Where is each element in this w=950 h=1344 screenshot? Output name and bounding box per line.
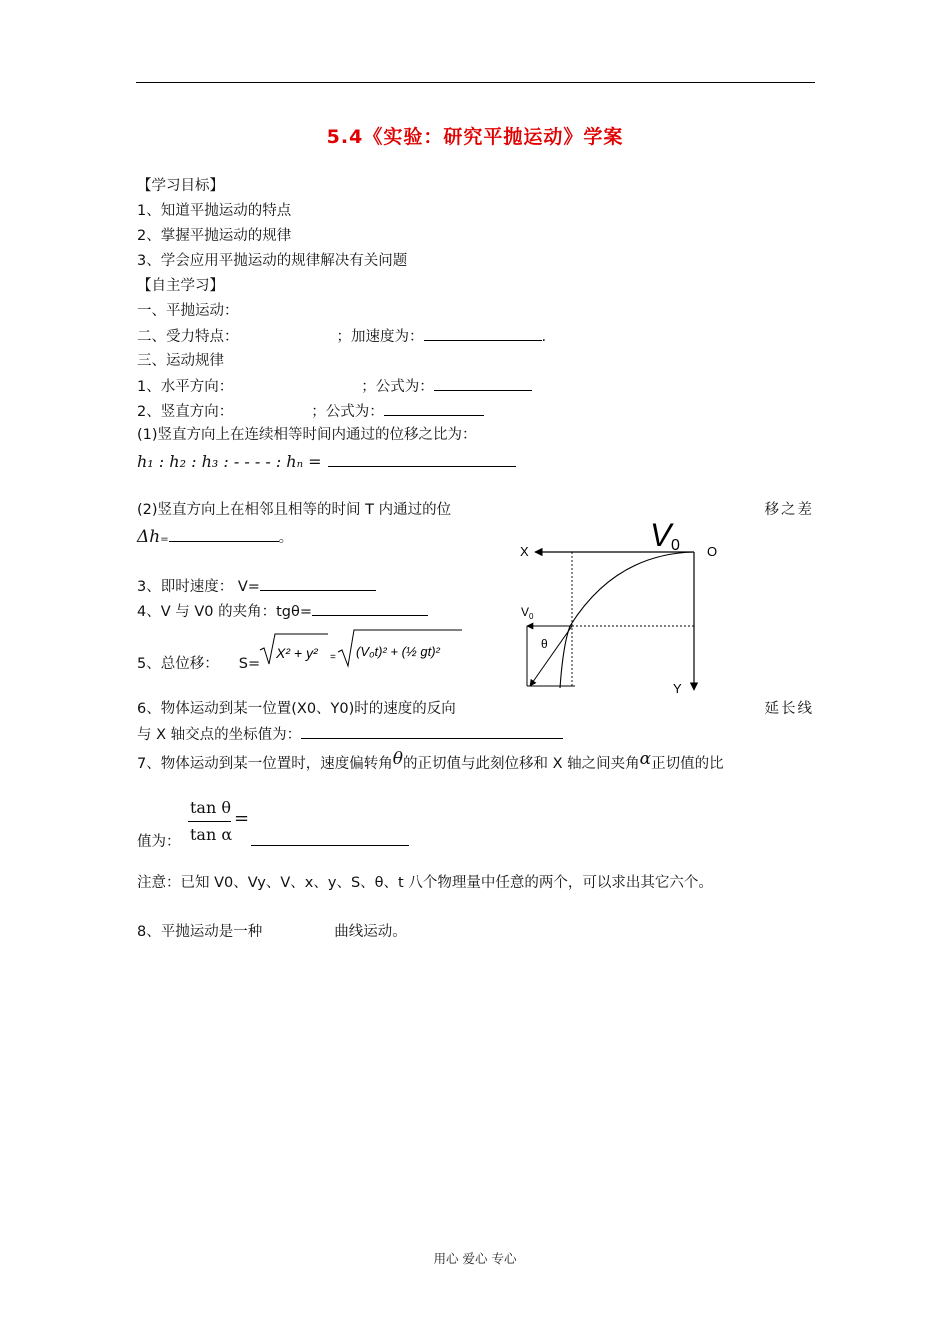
velocity-blank[interactable] [260,576,376,591]
line-reverse-ext-end: 延长线 [764,701,814,717]
full-stop: 。 [278,530,294,546]
period: . [541,329,547,345]
v0-large-sub: 0 [671,537,680,554]
curve-type-end: 曲线运动。 [334,924,407,940]
sqrt-x2-y2: X² + y² [276,645,318,661]
line-intersection [137,724,563,745]
ratio-value-blank[interactable] [251,831,409,846]
y-axis-label: Y [673,681,682,696]
horizontal-label: 1、水平方向： [137,379,234,395]
v0-large-label: V [650,517,672,553]
line-force [137,326,546,347]
force-label: 二、受力特点： [137,329,239,345]
line-reverse-ext: 6、物体运动到某一位置(X0、Y0)时的速度的反向 [137,701,456,717]
x-axis-label: X [520,544,529,559]
goal-item: 2、掌握平抛运动的规律 [137,228,292,244]
delta-h: Δh [137,527,161,547]
alpha-symbol: α [639,749,652,769]
self-study-heading: 【自主学习】 [137,278,224,294]
theta-symbol: θ [392,749,403,769]
origin-label: O [707,544,718,559]
goals-heading: 【学习目标】 [137,178,224,194]
horizontal-formula-blank[interactable] [434,376,532,391]
page-title: 5.4《实验：研究平抛运动》学案 [326,126,624,148]
goal-item: 1、知道平抛运动的特点 [137,203,292,219]
line-delta [137,527,293,550]
v0-small-sub: 0 [529,612,534,621]
displacement-formula [256,626,466,670]
velocity-vector [530,626,572,686]
formula-label: ；公式为： [361,379,434,395]
line-displacement [137,654,260,674]
vertical-formula-blank[interactable] [384,401,484,416]
fraction-numerator: tan θ [190,798,231,817]
line-instant-velocity [137,576,376,597]
angle-label: 4、V 与 V0 的夹角：tgθ= [137,604,313,620]
intersection-blank[interactable] [301,724,563,739]
sqrt-v0t-gt: (V₀t)² + (½ gt)² [356,644,440,659]
footer-text: 用心 爱心 专心 [433,1251,517,1266]
theta-label: θ [541,637,548,651]
note-line: 注意：已知 V0、Vy、V、x、y、S、θ、t 八个物理量中任意的两个，可以求出其它六个。 [137,875,713,891]
s-equals: S= [238,656,261,672]
line-tangent-ratio [137,749,724,774]
intersection-label: 与 X 轴交点的坐标值为： [137,727,302,743]
line-delta-desc: (2)竖直方向上在相邻且相等的时间 T 内通过的位 [137,502,452,518]
line-laws: 三、运动规律 [137,353,224,369]
line-curve-type [137,922,407,942]
trajectory-curve [560,552,694,688]
angle-blank[interactable] [312,601,428,616]
curve-type-label: 8、平抛运动是一种 [137,924,263,940]
ratio-value-label: 值为： [137,834,181,850]
tangent-text-c: 正切值的比 [651,756,724,772]
line-vertical [137,401,484,422]
line-ratio-desc: (1)竖直方向上在连续相等时间内通过的位移之比为： [137,427,477,443]
line-ratio-value [137,831,409,852]
displacement-label: 5、总位移： [137,656,219,672]
fraction-equals: = [234,808,250,829]
ratio-formula: h₁ : h₂ : h₃ : - - - - : hₙ = [137,452,322,471]
formula-label: ；公式为： [311,404,384,420]
header-rule [136,82,815,83]
equals-small: = [330,652,336,663]
velocity-label: 3、即时速度： V= [137,579,260,595]
line-projectile-def: 一、平抛运动： [137,303,239,319]
delta-blank[interactable] [169,527,279,542]
vertical-label: 2、竖直方向： [137,404,234,420]
accel-blank[interactable] [424,326,542,341]
line-ratio-formula [137,452,516,472]
accel-label: ；加速度为： [336,329,424,345]
goal-item: 3、学会应用平抛运动的规律解决有关问题 [137,253,408,269]
tangent-text-a: 7、物体运动到某一位置时，速度偏转角 [137,756,393,772]
line-horizontal [137,376,532,397]
fraction-bar [188,821,231,822]
line-angle [137,601,428,622]
line-delta-desc-end: 移之差 [764,502,814,518]
equals-small: = [160,534,169,545]
ratio-blank[interactable] [328,452,516,467]
v0-small-label: V [521,605,530,619]
projectile-diagram [505,510,745,700]
tangent-text-b: 的正切值与此刻位移和 X 轴之间夹角 [402,756,640,772]
fraction-denominator: tan α [190,825,233,844]
